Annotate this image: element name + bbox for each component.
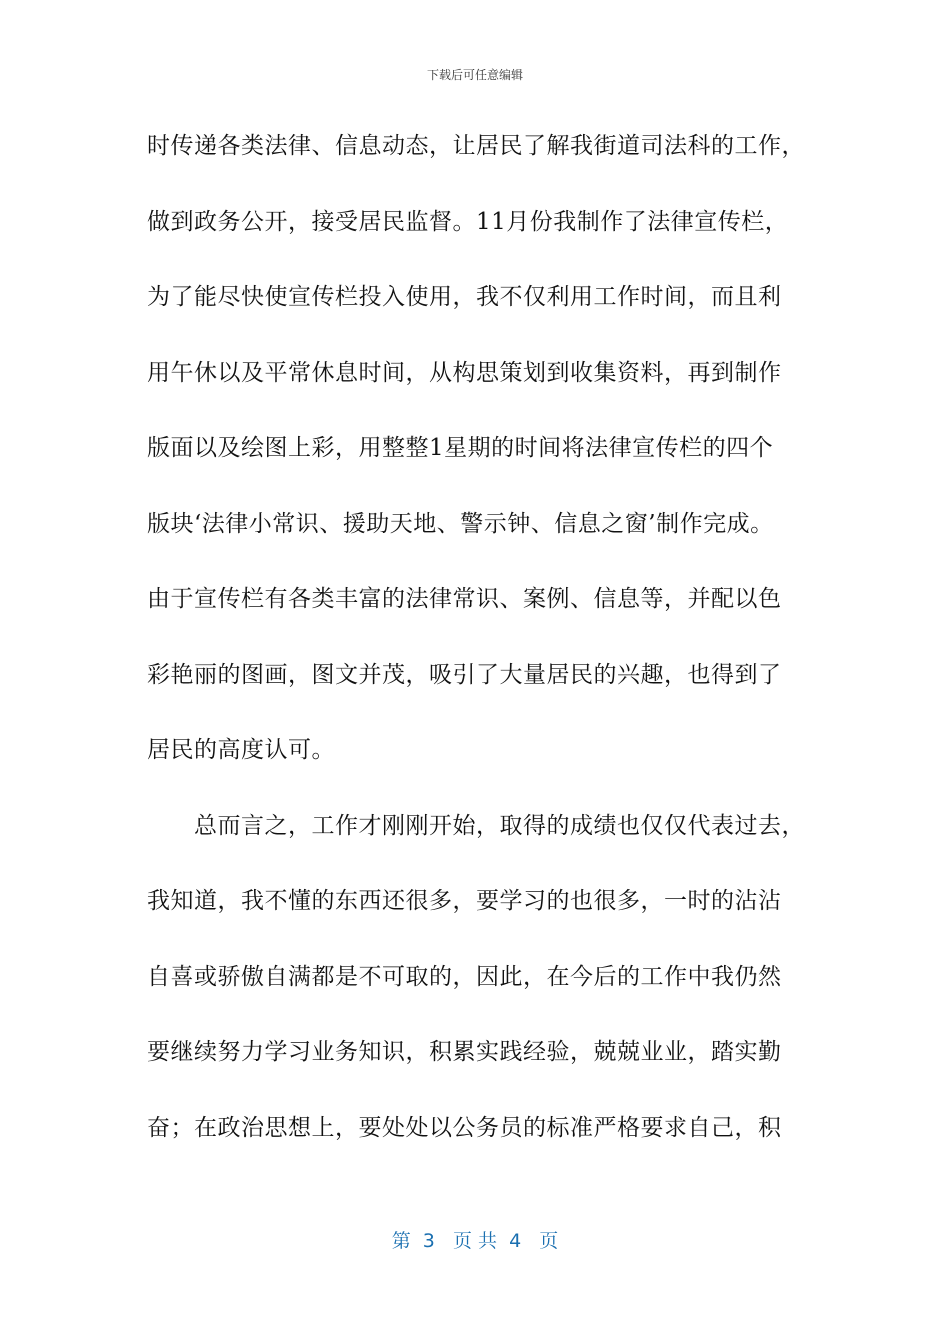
document-body [147, 118, 807, 1175]
paragraph-line: 总而言之，工作才刚刚开始，取得的成绩也仅仅代表过去， [147, 812, 805, 839]
paragraph-line: 做到政务公开，接受居民监督。11月份我制作了法律宣传栏， [147, 208, 789, 235]
page-number-footer: 第 3 页 共 4 页 [391, 1230, 559, 1252]
paragraph-line: 版面以及绘图上彩，用整整1星期的时间将法律宣传栏的四个 [147, 435, 774, 461]
paragraph-line: 彩艳丽的图画，图文并茂，吸引了大量居民的兴趣，也得到了 [147, 661, 782, 688]
paragraph-line: 自喜或骄傲自满都是不可取的，因此，在今后的工作中我仍然 [147, 963, 782, 990]
header-note: 下载后可任意编辑 [426, 68, 523, 82]
paragraph-line: 用午休以及平常休息时间，从构思策划到收集资料，再到制作 [147, 359, 782, 386]
paragraph-line: 要继续努力学习业务知识，积累实践经验，兢兢业业，踏实勤 [147, 1039, 782, 1065]
paragraph-line: 我知道，我不懂的东西还很多，要学习的也很多，一时的沾沾 [147, 888, 782, 914]
paragraph-line: 由于宣传栏有各类丰富的法律常识、案例、信息等，并配以色 [147, 586, 782, 612]
paragraph-line: 时传递各类法律、信息动态，让居民了解我街道司法科的工作， [147, 133, 805, 159]
paragraph-line: 奋；在政治思想上，要处处以公务员的标准严格要求自己，积 [147, 1114, 782, 1141]
paragraph-line: 居民的高度认可。 [147, 737, 335, 763]
paragraph-line: 版块‘法律小常识、援助天地、警示钟、信息之窗’制作完成。 [147, 510, 774, 537]
paragraph-line: 为了能尽快使宣传栏投入使用，我不仅利用工作时间，而且利 [147, 284, 782, 310]
